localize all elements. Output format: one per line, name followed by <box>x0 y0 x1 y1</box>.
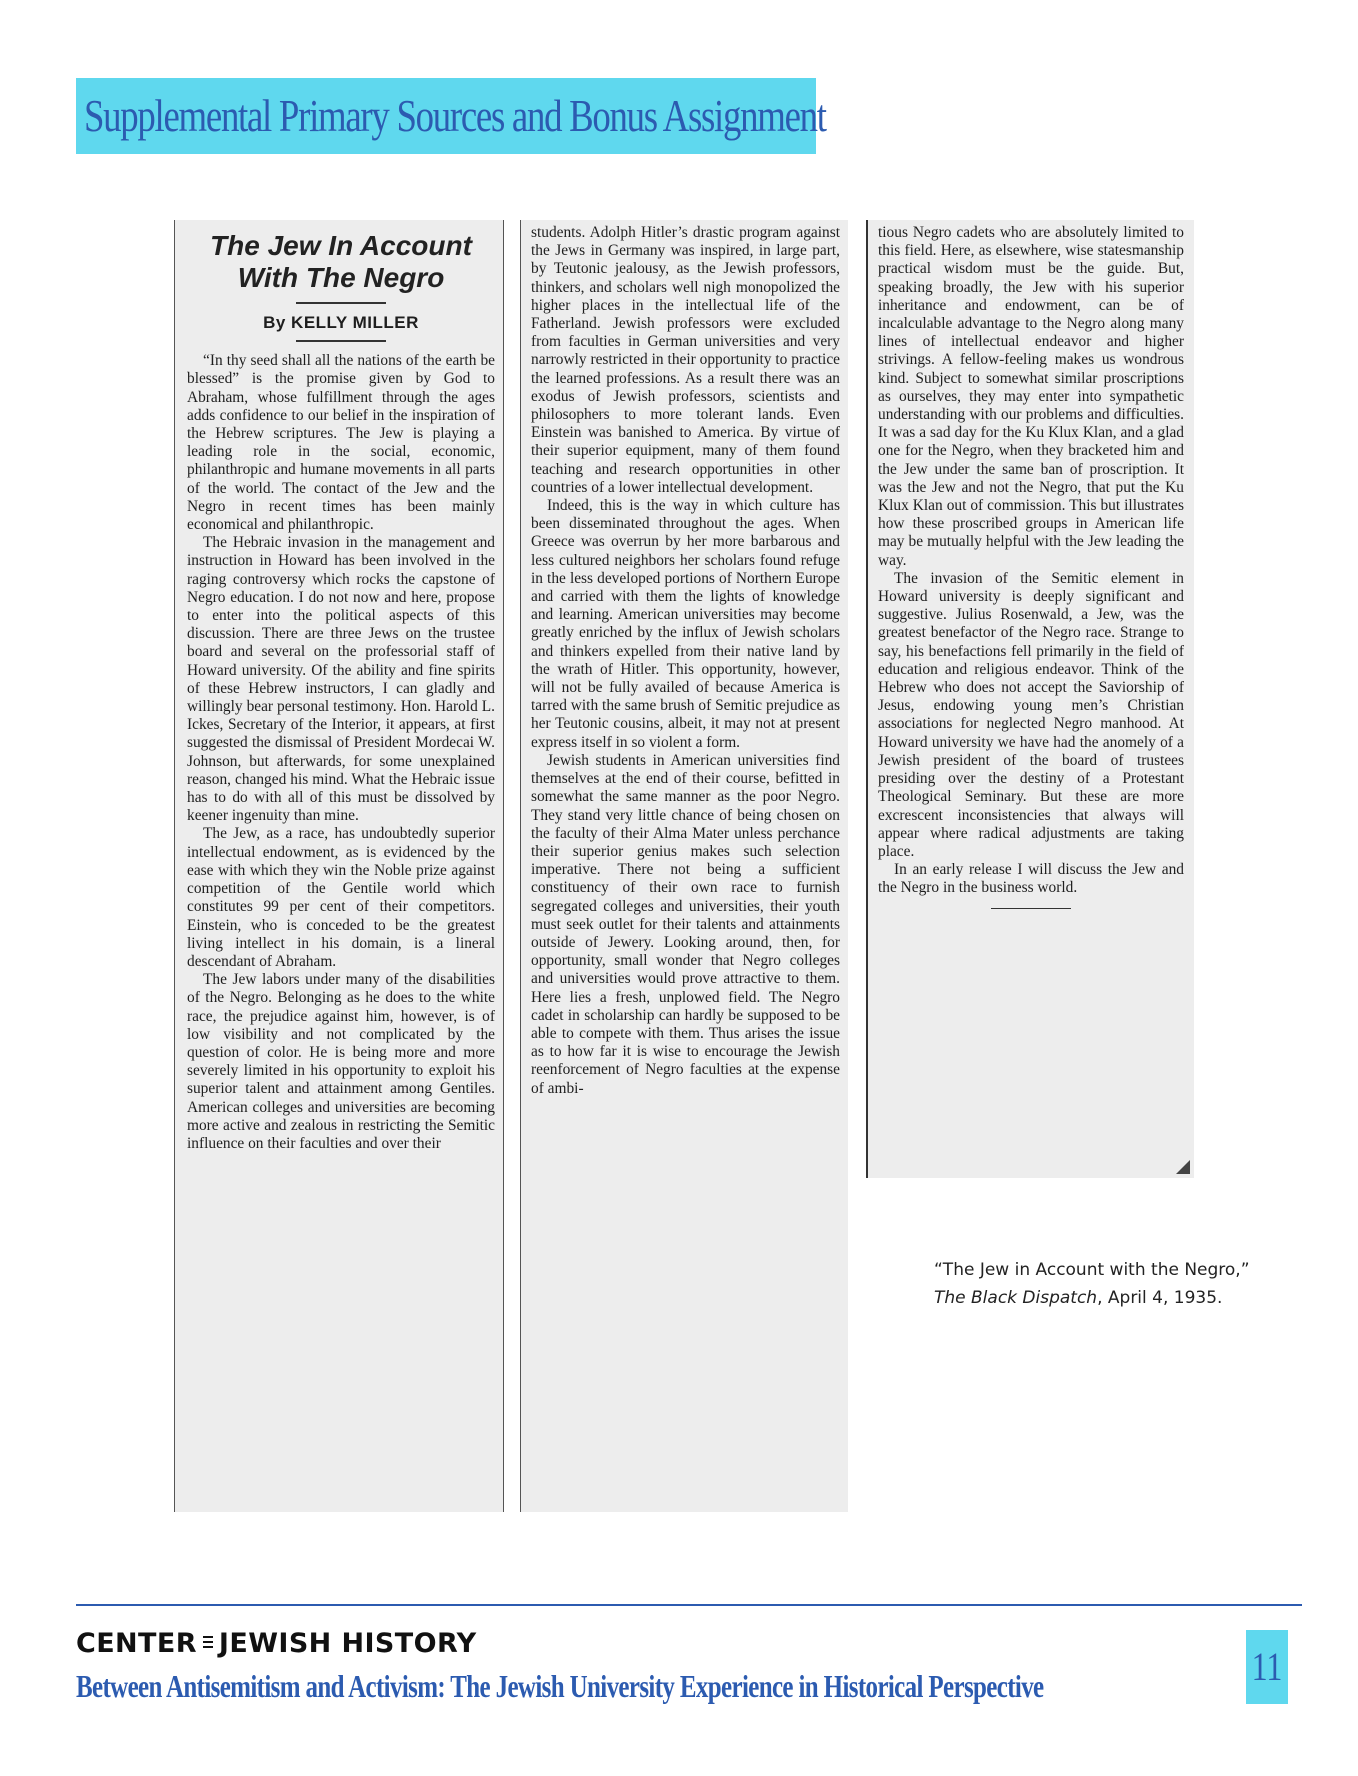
article-paragraph: “In thy seed shall all the nations of the earth be blessed” is the promise given by God to Abraham, whose fulfillment through the ages adds confidence to our belief in the inspiration of the Hebrew scriptures. The Jew is playing a leading role in the social, economic, philanthropic and humane movements in all parts of the world. The contact of the Jew and the Negro in recent times has been mainly economical and philanthropic. <box>187 352 495 534</box>
org-logo <box>76 1628 477 1659</box>
article-column-3 <box>866 220 1194 1178</box>
clipping-corner-mark <box>1176 1160 1190 1174</box>
page-number: 11 <box>1251 1644 1283 1689</box>
org-name-part-1: CENTER <box>76 1628 197 1659</box>
headline-rule <box>296 302 386 304</box>
article-paragraph: The Hebraic invasion in the management and instruction in Howard has been involved in the raging controversy which rocks the capstone of Negro education. I do not now and here, propose to enter into the political aspects of this discussion. There are three Jews on the trustee board and several on the professorial staff of Howard university. Of the ability and fine spirits of these Hebrew instructors, I can gladly and willingly bear personal testimony. Hon. Harold L. Ickes, Secretary of the Interior, it appears, at first suggested the dismissal of President Mordecai W. Johnson, but afterwards, for some unexplained reason, changed his mind. What the Hebraic issue has to do with all of this must be dissolved by keener ingenuity than mine. <box>187 534 495 825</box>
article-paragraph: tious Negro cadets who are absolutely limited to this field. Here, as elsewhere, wise statesmanship practical wisdom must be the guide. But, speaking broadly, the Jew with his superior inheritance and endowment, can be of incalculable advantage to the Negro along many lines of intellectual endeavor and higher strivings. A fellow-feeling makes us wondrous kind. Subject to somewhat similar proscriptions as ourselves, they may enter into sympathetic understanding with our problems and difficulties. It was a sad day for the Ku Klux Klan, and a glad one for the Negro, when they bracketed him and the Jew under the same ban of proscription. It was the Jew and not the Negro, that put the Ku Klux Klan out of commission. This but illustrates how these proscribed groups in American life may be mutually helpful with the Jew leading the way. <box>878 224 1184 569</box>
article-paragraph: The Jew labors under many of the disabilities of the Negro. Belonging as he does to the white race, the prejudice against him, however, is of low visibility and not complicated by the question of color. He is being more and more severely limited in his opportunity to exploit his superior talent and attainment among Gentiles. American colleges and universities are becoming more active and zealous in restricting the Semitic influence on their faculties and over their <box>187 971 495 1152</box>
caption-source: The Black Dispatch <box>934 1288 1098 1308</box>
article-headline-line-1: The Jew In Account <box>210 230 472 261</box>
byline-rule <box>296 340 386 342</box>
caption-title: “The Jew in Account with the Negro,” <box>934 1260 1250 1280</box>
caption-date: , April 4, 1935. <box>1097 1288 1223 1308</box>
article-column-1 <box>174 220 504 1512</box>
article-paragraph: Jewish students in American universities find themselves at the end of their course, befitted in somewhat the same manner as the poor Negro. They stand very little chance of being chosen on the faculty of their Alma Mater unless perchance their superior genius makes such selection imperative. There not being a sufficient constituency of their own race to furnish segregated colleges and universities, their youth must seek outlet for their talents and attainments outside of Jewery. Looking around, then, for opportunity, small wonder that Negro colleges and universities would prove attractive to them. Here lies a fresh, unplowed field. The Negro cadet in scholarship can hardly be supposed to be able to compete with them. Thus arises the issue as to how far it is wise to encourage the Jewish reenforcement of Negro faculties at the expense of ambi- <box>531 751 840 1097</box>
article-paragraph: Indeed, this is the way in which culture has been disseminated throughout the ages. When Greece was overrun by her more barbarous and less cultured neighbors her scholars found refuge in the less developed portions of Northern Europe and carried with them the lights of knowledge and learning. American universities may become greatly enriched by the influx of Jewish scholars and thinkers expelled from their native land by the wrath of Hitler. This opportunity, however, will not be fully availed of because America is tarred with the same brush of Semitic prejudice as her Teutonic cousins, albeit, it may not at present express itself in so violent a form. <box>531 497 840 751</box>
banner-title: Supplemental Primary Sources and Bonus Assignment <box>84 90 826 141</box>
article-paragraph: The Jew, as a race, has undoubtedly superior intellectual endowment, as is evidenced by the ease with which they win the Noble prize against competition of the Gentile world which constitutes 99 per cent of their competitors. Einstein, who is conceded to be the greatest living intellect in his domain, is a lineral descendant of Abraham. <box>187 825 495 970</box>
article-paragraph: The invasion of the Semitic element in Howard university is deeply significant and suggestive. Julius Rosenwald, a Jew, was the greatest benefactor of the Negro race. Strange to say, his benefactions fell primarily in the field of education and religious endeavor. Think of the Hebrew who does not accept the Saviorship of Jesus, endowing young men’s Christian associations for neglected Negro manhood. At Howard university we have had the anomely of a Jewish president of the board of trustees presiding over the destiny of a Protestant Theological Seminary. But these are more excrescent inconsistencies that always will appear where radical adjustments are taking place. <box>878 569 1184 860</box>
image-caption <box>934 1256 1294 1312</box>
section-banner <box>76 78 826 154</box>
article-paragraph: students. Adolph Hitler’s drastic program against the Jews in Germany was inspired, in large part, by Teutonic jealousy, as the Jewish professors, thinkers, and scholars well nigh monopolized the higher places in the intellectual life of the Fatherland. Jewish professors were excluded from faculties in German universities and very narrowly restricted in their opportunity to practice the learned professions. As a result there was an exodus of Jewish professors, scientists and philosophers to more tolerant lands. Even Einstein was banished to America. By virtue of their superior equipment, many of them found teaching and research opportunities in other countries of a lower intellectual development. <box>531 224 840 496</box>
footer-divider <box>76 1604 1302 1606</box>
org-logo-mark-icon <box>201 1633 215 1655</box>
article-column-2 <box>520 220 848 1512</box>
article-end-rule <box>991 908 1071 909</box>
page-number-box <box>1246 1630 1288 1704</box>
article-byline: By KELLY MILLER <box>263 313 419 332</box>
article-paragraph: In an early release I will discuss the Jew and the Negro in the business world. <box>878 861 1184 897</box>
org-name-part-2: JEWISH HISTORY <box>218 1628 477 1659</box>
project-title: Between Antisemitism and Activism: The Jewish University Experience in Historical Perspective <box>76 1668 1044 1704</box>
article-headline-line-2: With The Negro <box>237 262 445 293</box>
